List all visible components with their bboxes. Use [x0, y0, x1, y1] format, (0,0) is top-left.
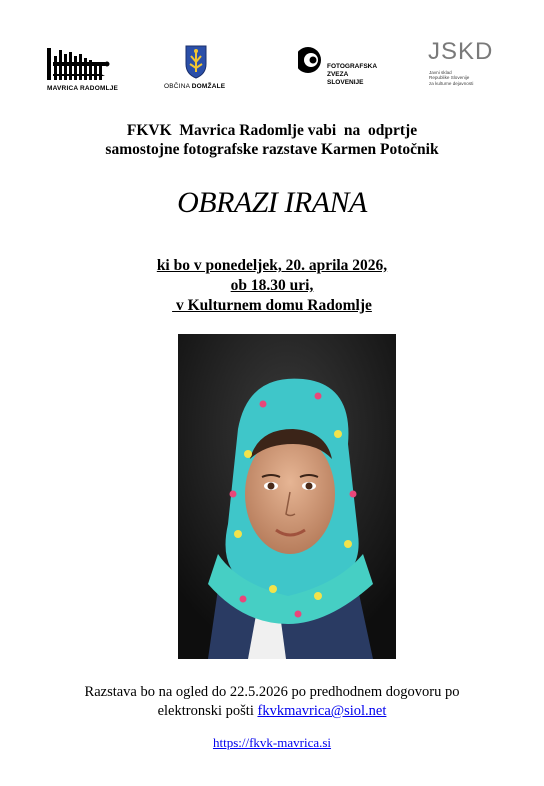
mavrica-logo-label: MAVRICA RADOMLJE [47, 85, 119, 92]
event-time: ob 18.30 uri, [230, 277, 314, 294]
event-details [0, 256, 544, 316]
website-link[interactable]: https://fkvk-mavrica.si [212, 735, 332, 750]
invitation-intro [0, 121, 544, 159]
fzs-label-line-3: SLOVENIJE [327, 79, 364, 86]
exhibition-title: OBRAZI IRANA [177, 186, 367, 219]
event-venue: v Kulturnem domu Radomlje [172, 297, 372, 314]
jskd-logo [424, 40, 504, 96]
domzale-coat-of-arms-icon [160, 42, 232, 82]
domzale-logo-label [164, 83, 225, 90]
girl-portrait-image [178, 334, 396, 659]
footer-note [0, 683, 544, 721]
mavrica-radomlje-logo [45, 42, 119, 94]
domzale-prefix: OBČINA [164, 83, 190, 90]
event-date: ki bo v ponedeljek, 20. aprila 2026, [156, 257, 388, 274]
intro-line-1: FKVK Mavrica Radomlje vabi na odprtje [126, 122, 418, 139]
mavrica-emblem-icon [45, 42, 113, 84]
fzs-label-line-1: FOTOGRAFSKA [327, 63, 378, 70]
email-link[interactable]: fkvkmavrica@siol.net [257, 703, 387, 719]
fotografska-zveza-logo [294, 40, 394, 96]
fzs-emblem-icon [294, 42, 326, 82]
footer-line-1: Razstava bo na ogled do 22.5.2026 po predhodnem dogovoru po [84, 684, 460, 700]
footer-email-prefix: elektronski pošti [157, 703, 258, 719]
fzs-logo-label [327, 63, 377, 87]
domzale-name: DOMŽALE [191, 83, 226, 90]
intro-line-2: samostojne fotografske razstave Karmen Potočnik [105, 141, 439, 158]
jskd-subtitle-line-3: za kulturne dejavnosti [429, 80, 474, 86]
logo-row [0, 40, 544, 100]
footer-line-2 [0, 702, 544, 721]
website-line [0, 735, 544, 751]
jskd-subtitle-line-2: Republike Slovenije [429, 75, 470, 81]
jskd-logo-mark: JSKD [428, 38, 494, 65]
obcina-domzale-logo [160, 42, 232, 94]
jskd-logo-subtitle [429, 70, 473, 86]
jskd-subtitle-line-1: Javni sklad [429, 70, 452, 75]
exhibition-photo [178, 334, 396, 659]
fzs-label-line-2: ZVEZA [327, 71, 349, 78]
